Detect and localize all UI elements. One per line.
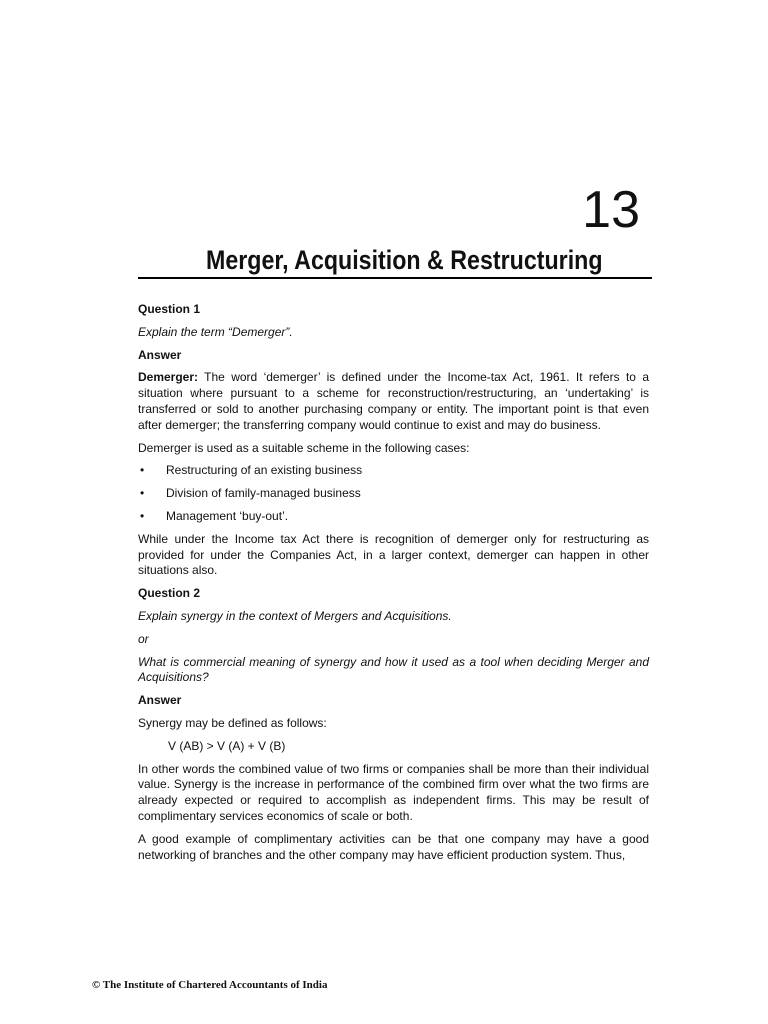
- bullet-icon: •: [140, 463, 145, 478]
- bullet-item: [138, 463, 649, 479]
- bullet-text: Division of family-managed business: [166, 486, 361, 501]
- question-2-answer-label: Answer: [138, 693, 182, 708]
- question-1-text: Explain the term “Demerger”.: [138, 324, 293, 339]
- bullet-text: Management ‘buy-out’.: [166, 508, 289, 523]
- bullet-icon: •: [140, 508, 145, 523]
- demerger-cases-intro: Demerger is used as a suitable scheme in the following cases:: [138, 440, 470, 455]
- synergy-explanation: In other words the combined value of two firms or companies shall be more than their individual value. Synergy is the increase in performance of the combined firm over what the two firms are already expected or required to accomplish as independent firms. This may be result of complimentary services economics of scale or both.: [138, 761, 649, 823]
- chapter-number: 13: [582, 181, 640, 239]
- demerger-term: Demerger:: [138, 370, 199, 385]
- bullet-icon: •: [140, 486, 145, 501]
- bullet-text: Restructuring of an existing business: [166, 463, 363, 478]
- synergy-formula: V (AB) > V (A) + V (B): [168, 738, 286, 753]
- page-content: [138, 302, 649, 870]
- question-2-or: or: [138, 631, 149, 646]
- copyright-footer: © The Institute of Chartered Accountants of India: [92, 979, 328, 991]
- question-1-heading: Question 1: [138, 302, 201, 316]
- title-rule: [138, 277, 652, 279]
- demerger-definition-text: The word ‘demerger’ is defined under the Income-tax Act, 1961. It refers to a situation where pursuant to a scheme for reconstruction/restructuring, an ‘undertaking’ is transferred or sold to another purchasing company or entity. The important point is that even after demerger; the transferring company would continue to exist and may do business.: [138, 370, 649, 432]
- question-2-text-b: What is commercial meaning of synergy and how it used as a tool when deciding Merger and Acquisitions?: [138, 654, 649, 685]
- bullet-item: [138, 509, 649, 525]
- chapter-title: Merger, Acquisition & Restructuring: [206, 245, 603, 275]
- question-2-text-a: Explain synergy in the context of Mergers and Acquisitions.: [138, 608, 452, 623]
- demerger-definition: [138, 370, 649, 433]
- synergy-intro: Synergy may be defined as follows:: [138, 715, 327, 730]
- bullet-item: [138, 486, 649, 502]
- question-1-answer-label: Answer: [138, 347, 182, 362]
- demerger-context-paragraph: While under the Income tax Act there is recognition of demerger only for restructuring as provided for under the Companies Act, in a larger context, demerger can happen in other situations also.: [138, 531, 649, 578]
- question-2-heading: Question 2: [138, 586, 201, 601]
- synergy-example: A good example of complimentary activities can be that one company may have a good networking of branches and the other company may have efficient production system. Thus,: [138, 831, 649, 862]
